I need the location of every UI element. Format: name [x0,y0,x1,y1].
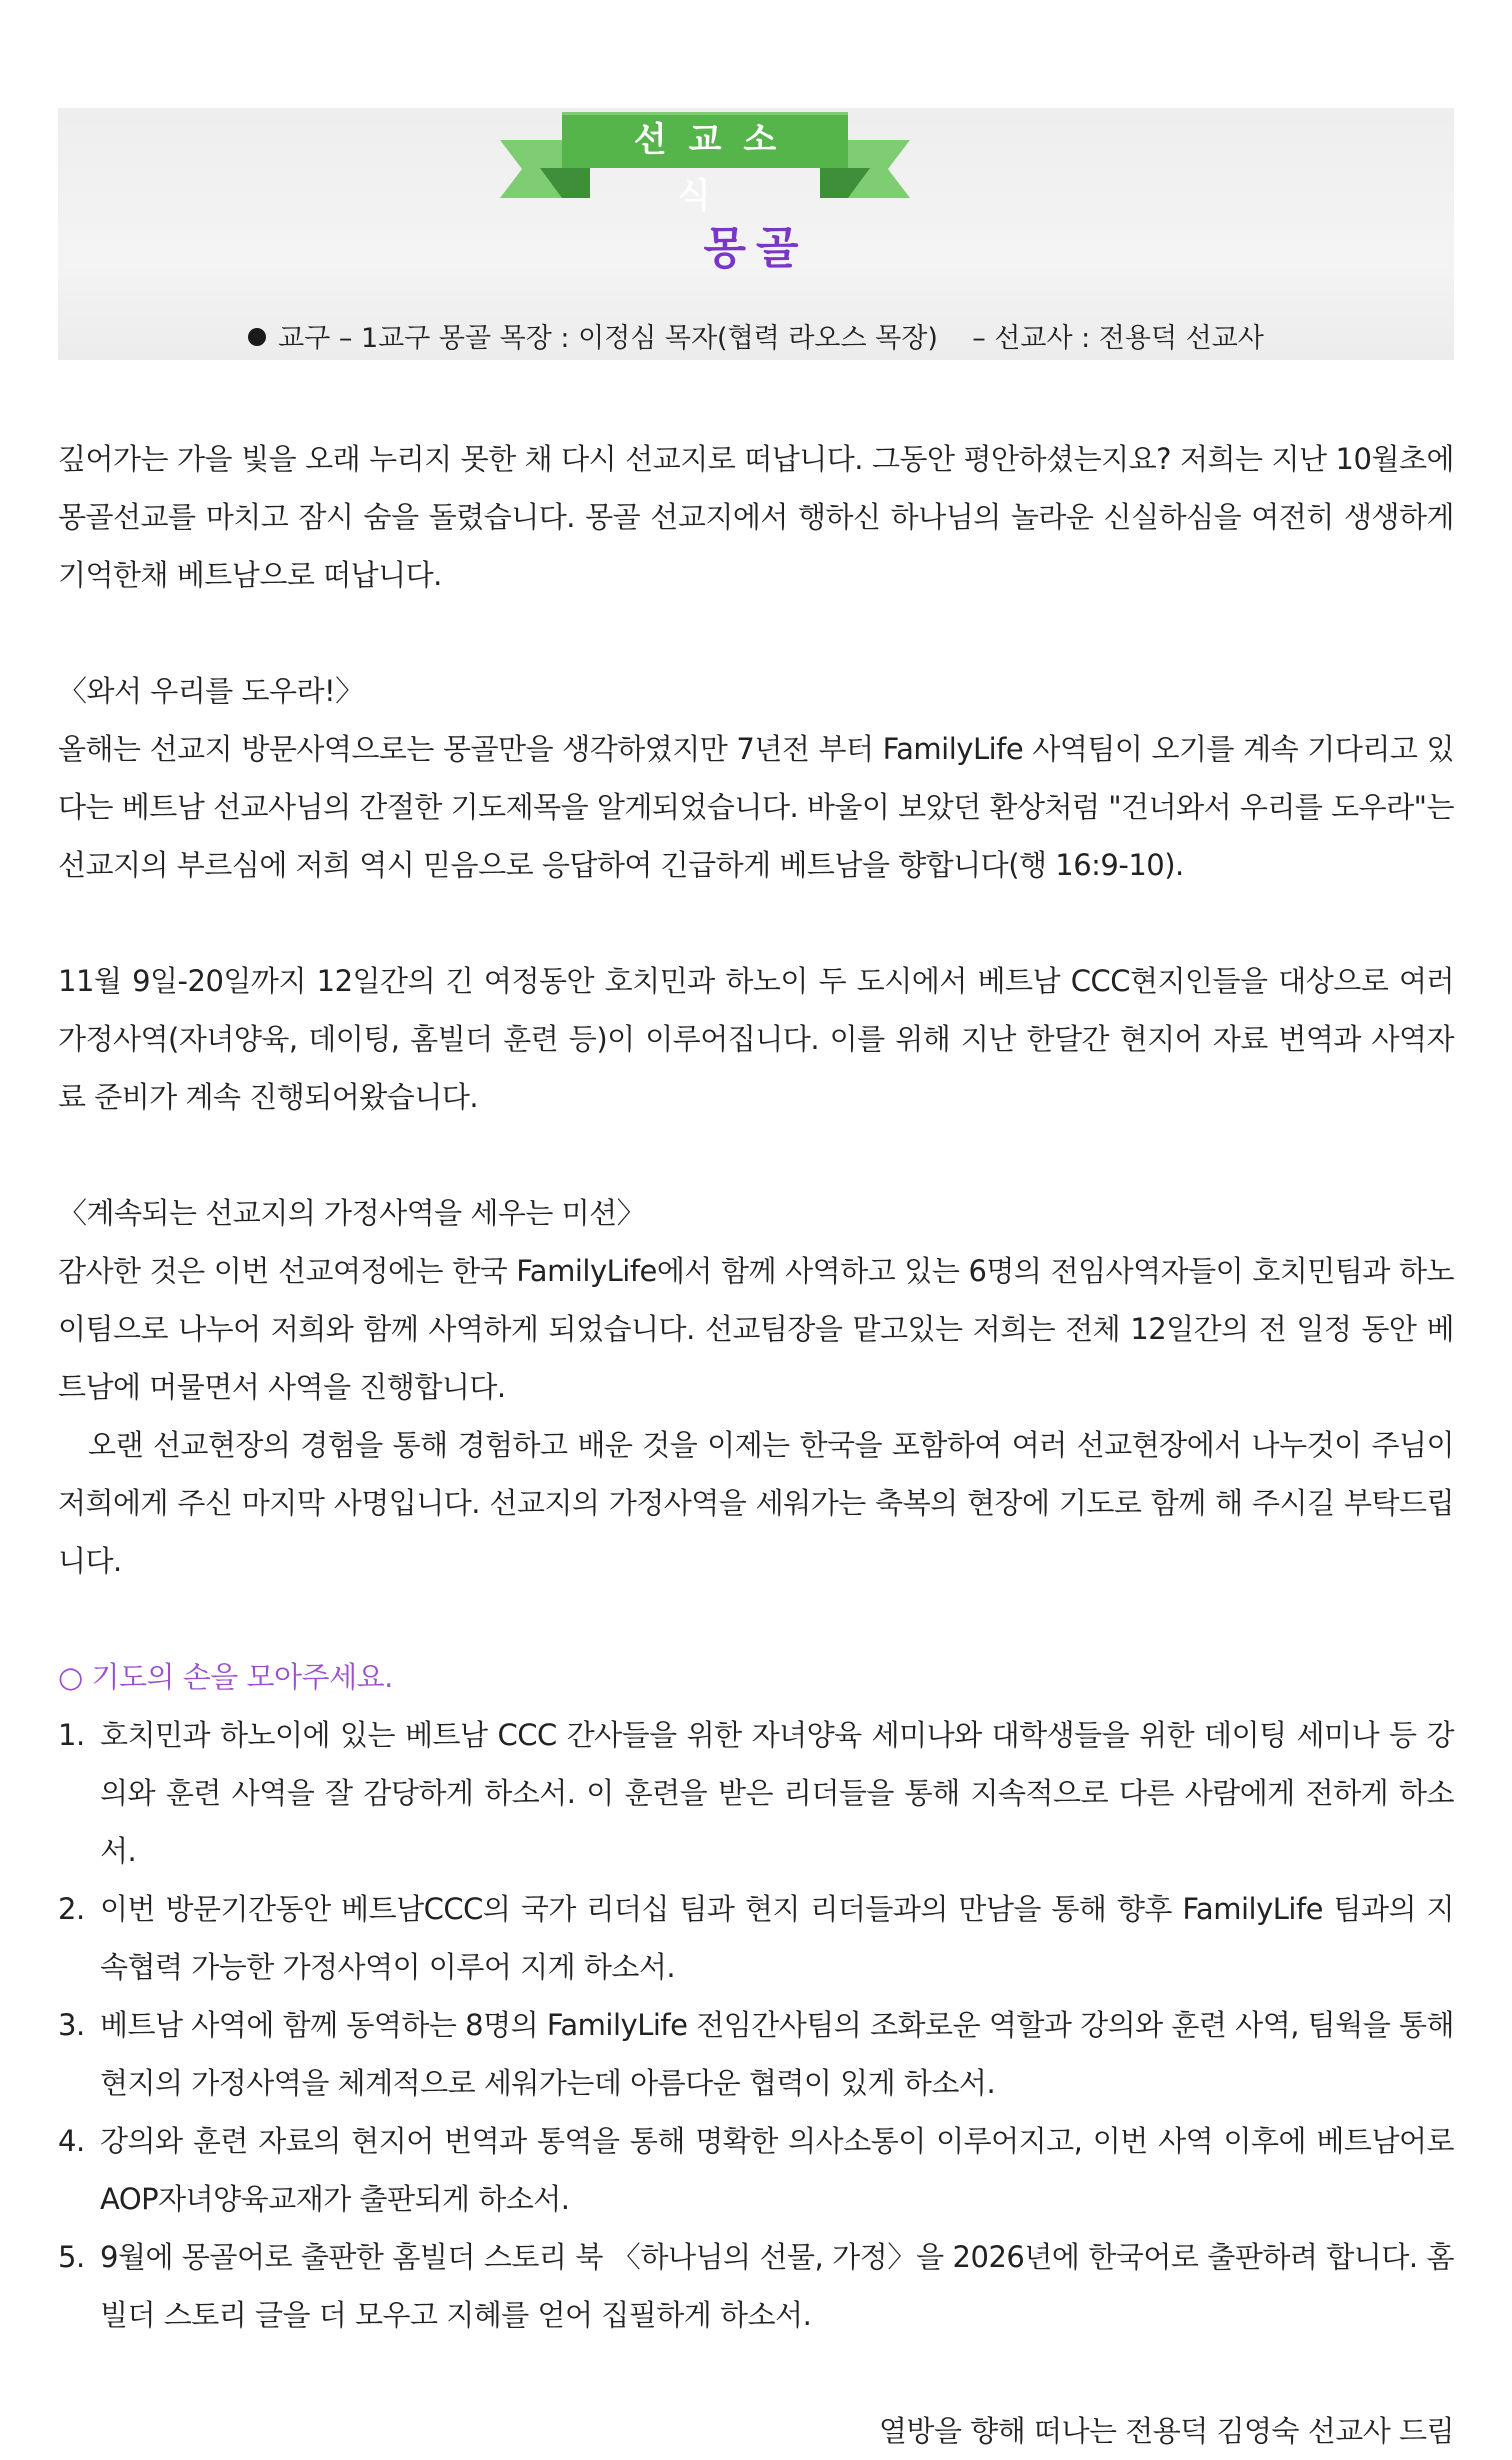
prayer-title: ○ 기도의 손을 모아주세요. [58,1660,393,1694]
prayer-item [58,2112,1454,2228]
body-paragraph: 올해는 선교지 방문사역으로는 몽골만을 생각하였지만 7년전 부터 FamilyLife 사역팀이 오기를 계속 기다리고 있다는 베트남 선교사님의 간절한 기도제목을 알게되었습니다. 바울이 보았던 환상처럼 "건너와서 우리를 도우라"는 선교지의 부르심에 저희 역시 믿음으로 응답하여 긴급하게 베트남을 향합니다(행 16:9-10). [58,732,1454,882]
prayer-item [58,1996,1454,2112]
prayer-text: 강의와 훈련 자료의 현지어 번역과 통역을 통해 명확한 의사소통이 이루어지고, 이번 사역 이후에 베트남어로 AOP자녀양육교재가 출판되게 하소서. [100,2124,1454,2216]
prayer-number: 4. [58,2124,85,2158]
bullet-icon [248,328,266,346]
prayer-list [58,1706,1454,2344]
signature: 열방을 향해 떠나는 전용덕 김영숙 선교사 드림 [878,2414,1454,2448]
section-heading: 〈와서 우리를 도우라!〉 [58,674,364,708]
ribbon-label: 선교소식 [633,120,799,216]
prayer-item [58,1880,1454,1996]
prayer-text: 호치민과 하노이에 있는 베트남 CCC 간사들을 위한 자녀양육 세미나와 대학생들을 위한 데이팅 세미나 등 강의와 훈련 사역을 잘 감당하게 하소서. 이 훈련을 받은 리더들을 통해 지속적으로 다른 사람에게 전하게 하소서. [100,1718,1454,1868]
prayer-number: 2. [58,1892,85,1926]
district-text: 교구 – 1교구 몽골 목장 : 이정심 목자(협력 라오스 목장) – 선교사 : 전용덕 선교사 [278,323,1264,354]
prayer-number: 1. [58,1718,85,1752]
section-heading: 〈계속되는 선교지의 가정사역을 세우는 미션〉 [58,1196,646,1230]
prayer-item [58,1706,1454,1880]
body-paragraph: 감사한 것은 이번 선교여정에는 한국 FamilyLife에서 함께 사역하고 있는 6명의 전임사역자들이 호치민팀과 하노이팀으로 나누어 저희와 함께 사역하게 되었습니다. 선교팀장을 맡고있는 저희는 전체 12일간의 전 일정 동안 베트남에 머물면서 사역을 진행합니다. [58,1254,1454,1404]
letter-body [58,430,1454,2460]
prayer-text: 이번 방문기간동안 베트남CCC의 국가 리더십 팀과 현지 리더들과의 만남을 통해 향후 FamilyLife 팀과의 지속협력 가능한 가정사역이 이루어 지게 하소서. [100,1892,1454,1984]
intro-paragraph: 깊어가는 가을 빛을 오래 누리지 못한 채 다시 선교지로 떠납니다. 그동안 평안하셨는지요? 저희는 지난 10월초에 몽골선교를 마치고 잠시 숨을 돌렸습니다. 몽골 선교지에서 행하신 하나님의 놀라운 신실하심을 여전히 생생하게 기억한채 베트남으로 떠납니다. [58,442,1454,592]
prayer-item [58,2228,1454,2344]
body-paragraph: 오랜 선교현장의 경험을 통해 경험하고 배운 것을 이제는 한국을 포함하여 여러 선교현장에서 나누것이 주님이 저희에게 주신 마지막 사명입니다. 선교지의 가정사역을 세워가는 축복의 현장에 기도로 함께 해 주시길 부탁드립니다. [58,1428,1454,1578]
prayer-text: 베트남 사역에 함께 동역하는 8명의 FamilyLife 전임간사팀의 조화로운 역할과 강의와 훈련 사역, 팀웍을 통해 현지의 가정사역을 체계적으로 세워가는데 아름다운 협력이 있게 하소서. [100,2008,1454,2100]
body-paragraph: 11월 9일-20일까지 12일간의 긴 여정동안 호치민과 하노이 두 도시에서 베트남 CCC현지인들을 대상으로 여러 가정사역(자녀양육, 데이팅, 홈빌더 훈련 등)이 이루어집니다. 이를 위해 지난 한달간 현지어 자료 번역과 사역자료 준비가 계속 진행되어왔습니다. [58,964,1454,1114]
country-title: 몽골 [703,223,809,274]
prayer-number: 3. [58,2008,85,2042]
prayer-number: 5. [58,2240,85,2274]
district-line [0,316,1512,355]
section-ribbon [500,112,910,216]
prayer-text: 9월에 몽골어로 출판한 홈빌더 스토리 북 〈하나님의 선물, 가정〉을 2026년에 한국어로 출판하려 합니다. 홈빌더 스토리 글을 더 모우고 지혜를 얻어 집필하게 하소서. [100,2240,1454,2332]
